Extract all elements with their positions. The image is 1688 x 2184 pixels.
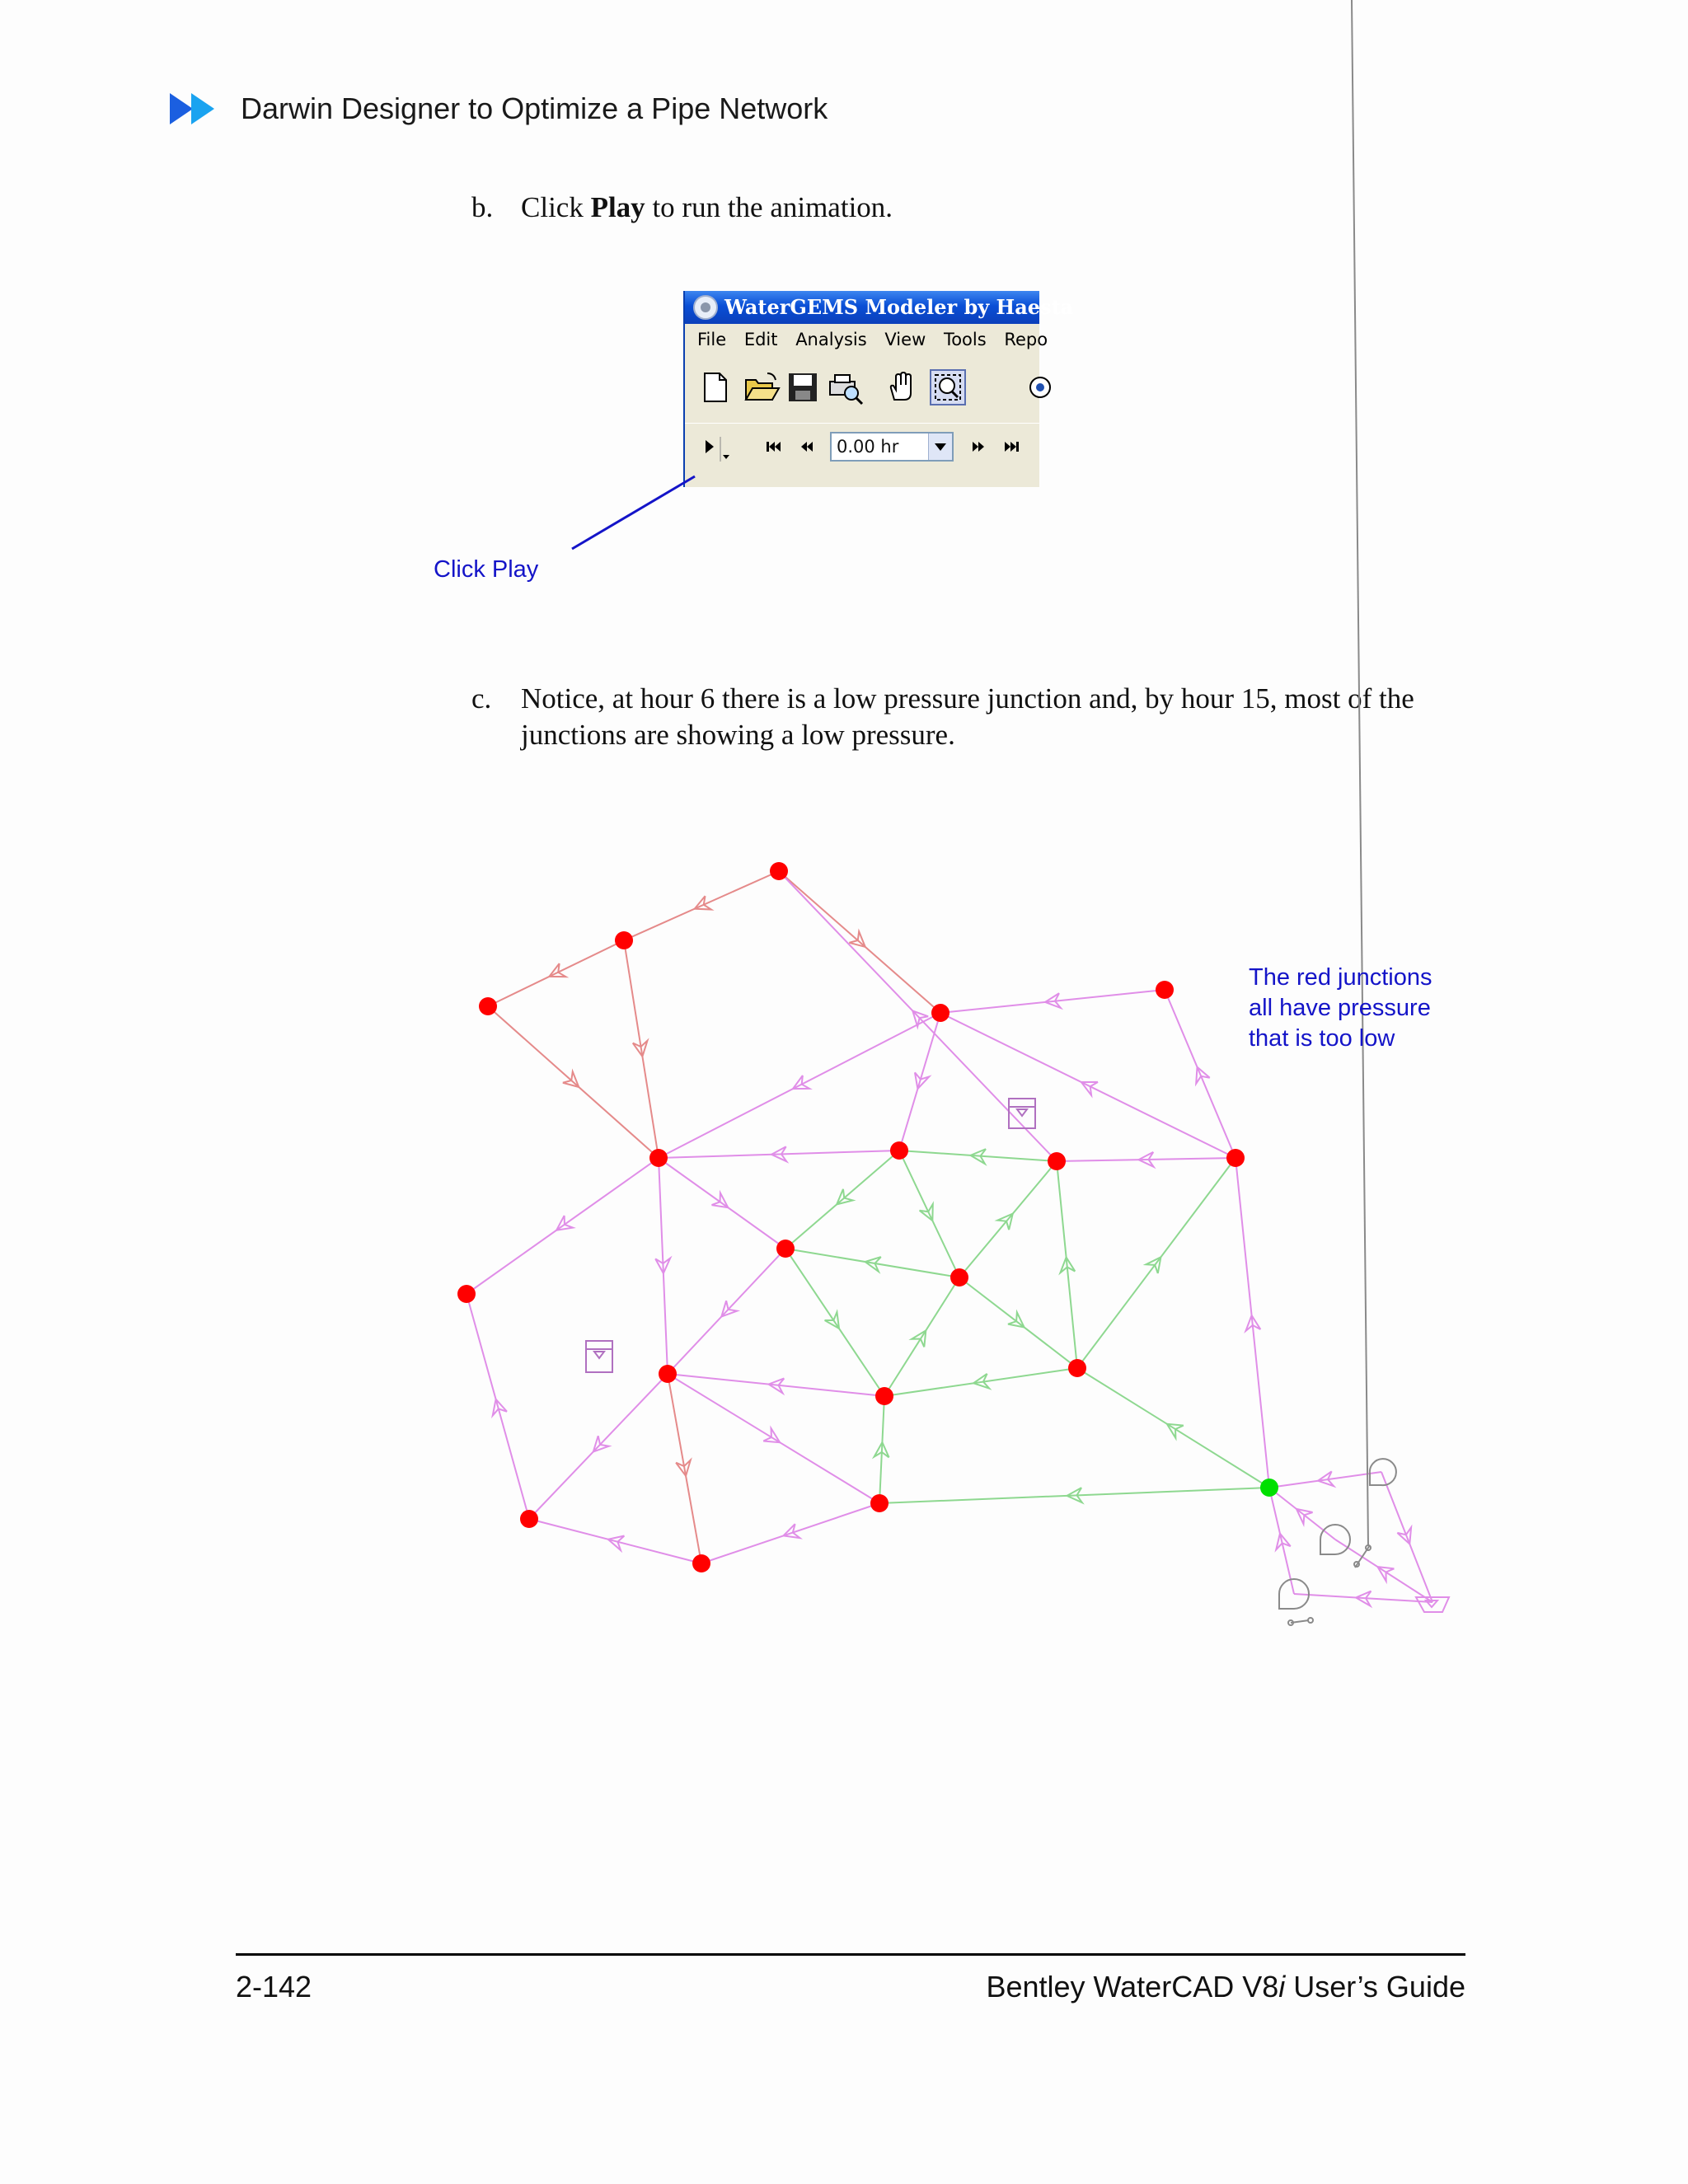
pipe-j13-j18 (668, 1374, 879, 1503)
facilities-layer (586, 0, 1449, 1625)
pipe-j7-j11 (899, 1151, 959, 1277)
click-play-callout: Click Play (434, 556, 539, 583)
pipe-j8-j1 (779, 871, 1057, 1161)
junction-low-pressure (479, 997, 497, 1015)
menu-edit[interactable]: Edit (743, 330, 778, 349)
menu-tools[interactable]: Tools (943, 330, 987, 349)
tank-icon-upper (1009, 1099, 1035, 1128)
pipe-p1-rv (1381, 1472, 1432, 1602)
junction-low-pressure (457, 1285, 476, 1303)
junction-low-pressure (950, 1268, 968, 1286)
pump-icon-top (1370, 1459, 1396, 1485)
pump-icon-bottom (1279, 1579, 1313, 1625)
pipe-j15-j8 (1057, 1161, 1077, 1368)
chapter-title: Darwin Designer to Optimize a Pipe Network (241, 91, 828, 125)
pipe-j9-j8 (1057, 1152, 1236, 1167)
pipe-j7-j10 (785, 1151, 899, 1249)
pipe-j6-j12 (467, 1158, 659, 1294)
pump-icon-middle (1320, 0, 1371, 1568)
red-junctions-callout (1249, 963, 1479, 1054)
pipe-j2-j3 (488, 940, 624, 1006)
pipe-p1-jr (1269, 1471, 1381, 1488)
pipe-j17-j16 (529, 1519, 701, 1563)
menu-reports[interactable]: Repo (1004, 330, 1048, 349)
tank-icon-lower (586, 1341, 612, 1372)
pipe-j18-j14 (874, 1396, 889, 1503)
pipe-j11-j10 (785, 1249, 959, 1277)
pipe-j18-j17 (701, 1503, 879, 1563)
junction-low-pressure (659, 1365, 677, 1383)
pipe-j14-j11 (884, 1277, 959, 1396)
callout-line-3: that is too low (1249, 1025, 1395, 1052)
pipe-j15-j14 (884, 1368, 1077, 1396)
junction-low-pressure (1068, 1359, 1086, 1377)
pipe-jr-j18 (879, 1488, 1269, 1503)
time-value: 0.00 hr (837, 437, 899, 457)
junction-low-pressure (770, 862, 788, 880)
window-title: WaterGEMS Modeler by Haesta (724, 295, 1074, 319)
pipe-j1-j4 (779, 871, 940, 1013)
pipe-j8-j7 (899, 1149, 1057, 1164)
junction-low-pressure (520, 1510, 538, 1528)
pipe-j13-j17 (668, 1374, 701, 1563)
junction-low-pressure (692, 1554, 710, 1572)
callout-line-1: The red junctions (1249, 964, 1432, 991)
pipe-jr-j15 (1077, 1368, 1269, 1488)
pipe-j13-j16 (529, 1374, 668, 1519)
pipe-j5-j4 (940, 990, 1165, 1013)
junction-low-pressure (776, 1240, 795, 1258)
pipe-j6-j13 (655, 1158, 670, 1374)
guide-title: Bentley WaterCAD V8i User’s Guide (986, 1970, 1465, 2004)
callout-line-2: all have pressure (1249, 995, 1431, 1021)
pipe-j4-j6 (659, 1013, 940, 1158)
pipe-j9-j5 (1165, 990, 1236, 1158)
menu-view[interactable]: View (884, 330, 926, 349)
junction-low-pressure (1048, 1152, 1066, 1170)
pipe-j7-j6 (659, 1146, 899, 1161)
pipe-j10-j14 (785, 1249, 884, 1396)
pipe-rv-p3 (1294, 1591, 1432, 1606)
pipe-j1-j2 (624, 871, 779, 940)
menu-file[interactable]: File (697, 330, 727, 349)
pipe-j11-j8 (959, 1161, 1057, 1277)
step-text: Notice, at hour 6 there is a low pressure junction and, by hour 15, most of the junctions are showing a low pressure. (521, 682, 1414, 751)
junction-low-pressure (875, 1387, 893, 1405)
pipe-j16-j12 (467, 1294, 529, 1519)
junction-low-pressure (931, 1004, 950, 1022)
step-marker: b. (471, 191, 494, 223)
menu-analysis[interactable]: Analysis (795, 330, 867, 349)
junction-low-pressure (1226, 1149, 1245, 1167)
junction-ok (1260, 1479, 1278, 1497)
junction-low-pressure (649, 1149, 668, 1167)
pipe-j6-j10 (659, 1158, 785, 1249)
step-marker: c. (471, 682, 492, 715)
junction-low-pressure (615, 931, 633, 949)
pipe-j10-j13 (668, 1249, 785, 1374)
pipe-j11-j15 (959, 1277, 1077, 1368)
pipe-j15-j9 (1077, 1158, 1236, 1368)
junction-low-pressure (870, 1494, 889, 1512)
pipe-j3-j6 (488, 1006, 659, 1158)
pipe-jr-j9 (1236, 1158, 1269, 1488)
junction-low-pressure (1156, 981, 1174, 999)
pipe-j2-j6 (624, 940, 659, 1158)
pipe-rv-p2 (1335, 1540, 1432, 1602)
junction-low-pressure (890, 1141, 908, 1160)
reservoir-icon (1416, 1597, 1449, 1612)
step-text: Click Play to run the animation. (521, 191, 893, 223)
footer-rule (236, 1953, 1465, 1956)
page-number: 2-142 (236, 1970, 312, 2004)
